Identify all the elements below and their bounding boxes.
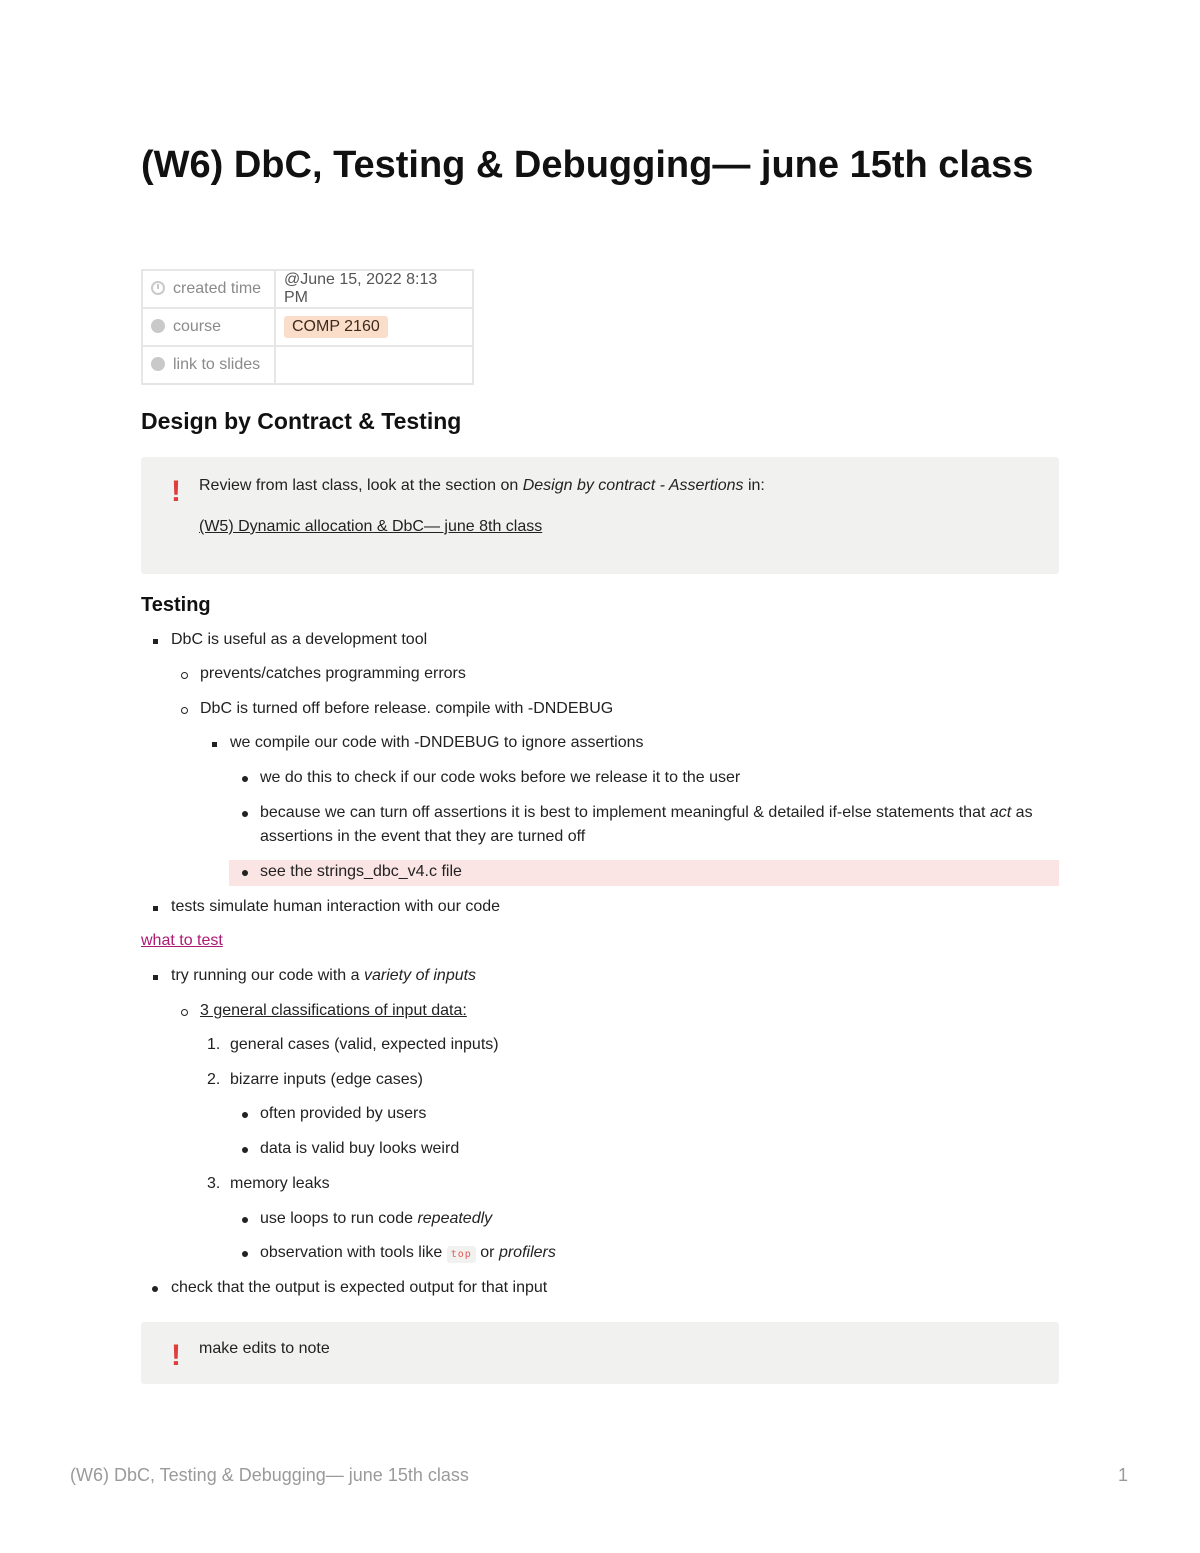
list-number: 1. [207, 1036, 221, 1053]
section-heading: Design by Contract & Testing [141, 408, 462, 434]
bullet-dot [242, 1251, 248, 1257]
bullet-dot [152, 1286, 158, 1292]
list-number: 3. [207, 1175, 221, 1192]
link-icon [151, 357, 165, 371]
property-key [142, 346, 275, 384]
list-item: DbC is turned off before release. compile with -DNDEBUG [200, 700, 614, 717]
bullet-dot [242, 870, 248, 876]
footer-title: (W6) DbC, Testing & Debugging— june 15th class [70, 1465, 469, 1485]
property-key [142, 270, 275, 308]
what-to-test-link[interactable]: what to test [141, 932, 223, 949]
list-item: 3 general classifications of input data: [200, 1002, 467, 1019]
property-key [142, 308, 275, 346]
bullet-dot [242, 1217, 248, 1223]
callout-text: make edits to note [199, 1340, 330, 1357]
property-row [142, 270, 473, 308]
list-item: observation with tools like top or profilers [260, 1244, 556, 1261]
list-item: try running our code with a variety of inputs [171, 967, 477, 984]
list-item: memory leaks [230, 1175, 330, 1192]
property-key-label: course [173, 318, 222, 335]
property-row [142, 308, 473, 346]
list-item: use loops to run code repeatedly [260, 1210, 493, 1227]
list-item: we compile our code with -DNDEBUG to ignore assertions [230, 734, 644, 751]
list-item: see the strings_dbc_v4.c file [260, 863, 462, 880]
list-number: 2. [207, 1071, 221, 1088]
callout-edits [141, 1322, 1059, 1384]
property-row [142, 346, 473, 384]
select-icon [151, 319, 165, 333]
callout-text: Review from last class, look at the section on Design by contract - Assertions in: [199, 477, 765, 494]
testing-heading: Testing [141, 594, 211, 616]
bullet-square [153, 906, 158, 911]
bullet-dot [242, 1147, 248, 1153]
properties-table [141, 269, 474, 385]
bullet-ring [181, 672, 188, 679]
list-item: we do this to check if our code woks before we release it to the user [260, 769, 741, 786]
callout-review [141, 457, 1059, 574]
bullet-square [153, 975, 158, 980]
exclamation-icon: ! [171, 1339, 181, 1372]
bullet-ring [181, 707, 188, 714]
page-title: (W6) DbC, Testing & Debugging— june 15th class [141, 144, 1034, 186]
exclamation-icon: ! [171, 475, 181, 508]
property-value[interactable]: @June 15, 2022 8:13 PM [275, 270, 473, 308]
bullet-dot [242, 811, 248, 817]
property-value[interactable] [275, 308, 473, 346]
bullet-dot [242, 776, 248, 782]
course-tag[interactable]: COMP 2160 [284, 316, 388, 338]
bullet-ring [181, 1009, 188, 1016]
list-item: general cases (valid, expected inputs) [230, 1036, 499, 1053]
bullet-dot [242, 1112, 248, 1118]
bullet-square [153, 639, 158, 644]
list-item: bizarre inputs (edge cases) [230, 1071, 423, 1088]
list-item: check that the output is expected output for that input [171, 1279, 548, 1296]
list-item: DbC is useful as a development tool [171, 631, 428, 648]
clock-icon [151, 281, 165, 295]
list-item: tests simulate human interaction with our code [171, 898, 501, 915]
list-item: because we can turn off assertions it is best to implement meaningful & detailed if-else statements that act as assertions in the event that they are turned off [260, 804, 1033, 845]
callout-link-line [199, 518, 542, 536]
list-item: often provided by users [260, 1105, 427, 1122]
bullet-square [212, 742, 217, 747]
property-value[interactable] [275, 346, 473, 384]
property-key-label: created time [173, 280, 262, 297]
w5-page-link[interactable]: (W5) Dynamic allocation & DbC— june 8th class [199, 518, 543, 535]
list-item: prevents/catches programming errors [200, 665, 466, 682]
inline-code: top [447, 1246, 476, 1263]
page-number: 1 [1118, 1465, 1129, 1485]
list-item: data is valid buy looks weird [260, 1140, 460, 1157]
property-key-label: link to slides [173, 356, 261, 373]
